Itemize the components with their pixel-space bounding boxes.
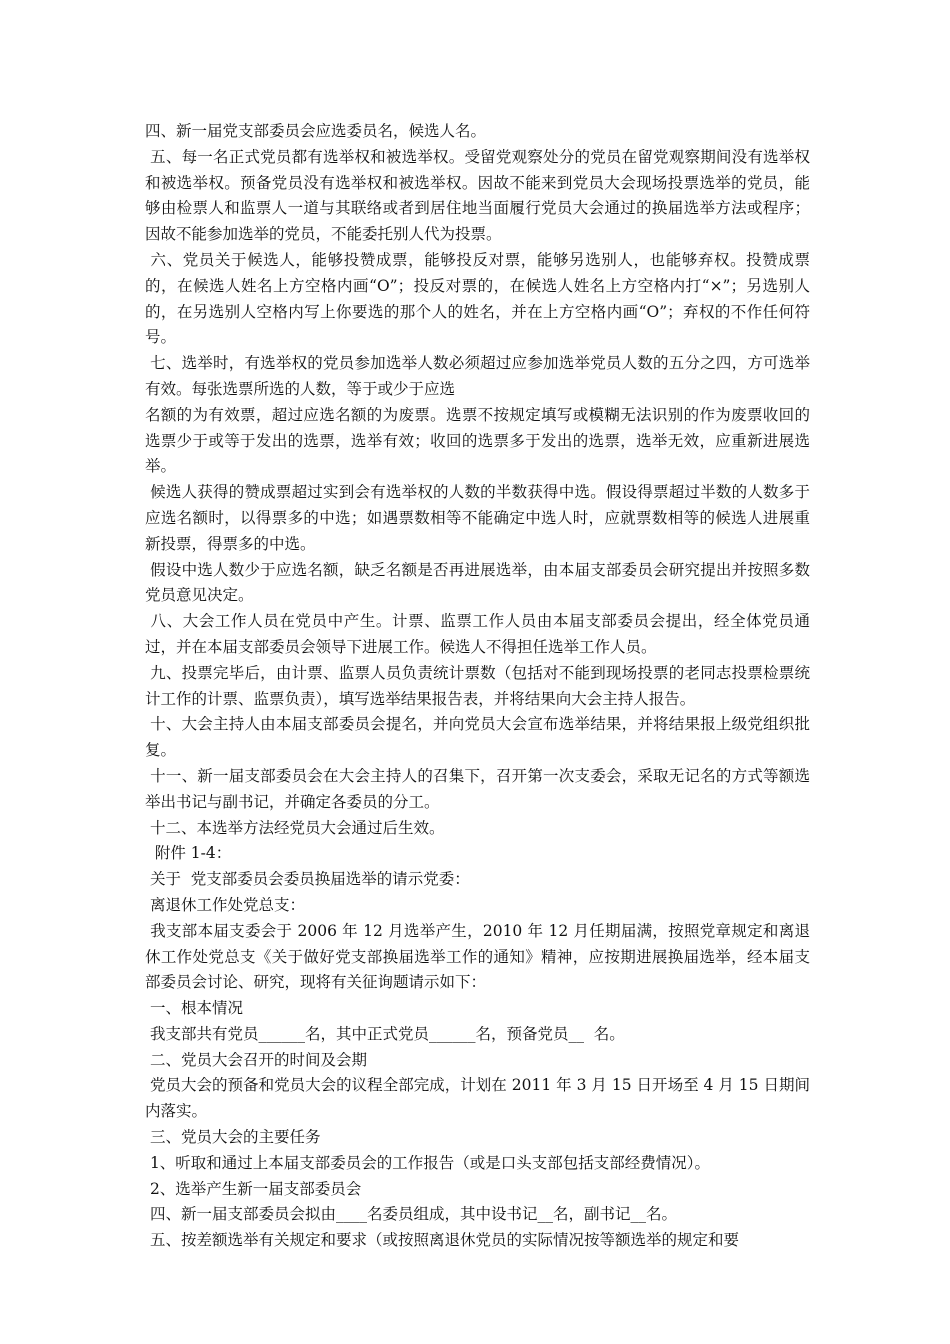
document-page [145, 119, 810, 1254]
paragraph-task-2: 2、选举产生新一届支部委员会 [145, 1179, 362, 1198]
paragraph-item-5-voting-rights: 五、每一名正式党员都有选举权和被选举权。受留党观察处分的党员在留党观察期间没有选举权和被选举权。预备党员没有选举权和被选举权。因故不能来到党员大会现场投票选举的党员，能够由检票人和监票人一道与其联络或者到居住地当面履行党员大会通过的换届选举方法或程序；因故不能参加选举的党员，不能委托别人代为投票。 [145, 147, 810, 244]
paragraph-differential-election: 五、按差额选举有关规定和要求（或按照离退休党员的实际情况按等额选举的规定和要 [145, 1231, 739, 1250]
paragraph-valid-ballots: 名额的为有效票，超过应选名额的为废票。选票不按规定填写或模糊无法识别的作为废票收回的选票少于或等于发出的选票，选举有效；收回的选票多于发出的选票，选举无效，应重新进展选举。 [145, 405, 810, 476]
paragraph-item-10-host: 十、大会主持人由本届支部委员会提名，并向党员大会宣布选举结果，并将结果报上级党组织批复。 [145, 715, 810, 760]
paragraph-member-counts: 我支部共有党员______名，其中正式党员______名，预备党员__ 名。 [145, 1024, 625, 1043]
paragraph-item-12-effective: 十二、本选举方法经党员大会通过后生效。 [145, 818, 445, 837]
paragraph-item-8-staff: 八、大会工作人员在党员中产生。计票、监票工作人员由本届支部委员会提出，经全体党员通过，并在本届支部委员会领导下进展工作。候选人不得担任选举工作人员。 [145, 612, 810, 656]
heading-basic-situation: 一、根本情况 [145, 999, 243, 1018]
paragraph-meeting-schedule: 党员大会的预备和党员大会的议程全部完成，计划在 2011 年 3 月 15 日开场至 4 月 15 日期间内落实。 [145, 1076, 810, 1121]
paragraph-election-threshold: 候选人获得的赞成票超过实到会有选举权的人数的半数获得中选。假设得票超过半数的人数多于应选名额时，以得票多的中选；如遇票数相等不能确定中选人时，应就票数相等的候选人进展重新投票，得票多的中选。 [145, 483, 810, 553]
heading-main-tasks: 三、党员大会的主要任务 [145, 1128, 321, 1147]
paragraph-item-11-first-meeting: 十一、新一届支部委员会在大会主持人的召集下，召开第一次支委会，采取无记名的方式等额选举出书记与副书记，并确定各委员的分工。 [145, 766, 810, 811]
paragraph-request-body: 我支部本届支委会于 2006 年 12 月选举产生，2010 年 12 月任期届满，按照党章规定和离退休工作处党总支《关于做好党支部换届选举工作的通知》精神，应按期进展换届选举，经本届支部委员会讨论、研究，现将有关征询题请示如下： [145, 921, 810, 992]
paragraph-task-1: 1、听取和通过上本届支部委员会的工作报告（或是口头支部包括支部经费情况）。 [145, 1153, 711, 1172]
paragraph-item-6-ballot-marking: 六、党员关于候选人，能够投赞成票，能够投反对票，能够另选别人，也能够弃权。投赞成票的，在候选人姓名上方空格内画“O”；投反对票的，在候选人姓名上方空格内打“×”；另选别人的，在另选别人空格内写上你要选的那个人的姓名，并在上方空格内画“O”；弃权的不作任何符号。 [145, 250, 810, 347]
paragraph-request-title: 关于 党支部委员会委员换届选举的请示党委： [145, 870, 470, 889]
paragraph-committee-composition: 四、新一届支部委员会拟由____名委员组成，其中设书记__名，副书记__名。 [145, 1205, 677, 1224]
paragraph-attachment-label: 附件 1-4： [145, 844, 232, 863]
paragraph-item-7-quorum: 七、选举时，有选举权的党员参加选举人数必须超过应参加选举党员人数的五分之四，方可选举有效。每张选票所选的人数，等于或少于应选 [145, 354, 810, 398]
paragraph-item-4-candidates: 四、新一届党支部委员会应选委员名，候选人名。 [145, 122, 487, 140]
paragraph-item-9-counting: 九、投票完毕后，由计票、监票人员负责统计票数（包括对不能到现场投票的老同志投票检票统计工作的计票、监票负责），填写选举结果报告表，并将结果向大会主持人报告。 [145, 663, 810, 708]
heading-meeting-time: 二、党员大会召开的时间及会期 [145, 1050, 367, 1069]
paragraph-insufficient-winners: 假设中选人数少于应选名额，缺乏名额是否再进展选举，由本届支部委员会研究提出并按照多数党员意见决定。 [145, 560, 810, 605]
paragraph-addressee: 离退休工作处党总支： [145, 895, 305, 914]
